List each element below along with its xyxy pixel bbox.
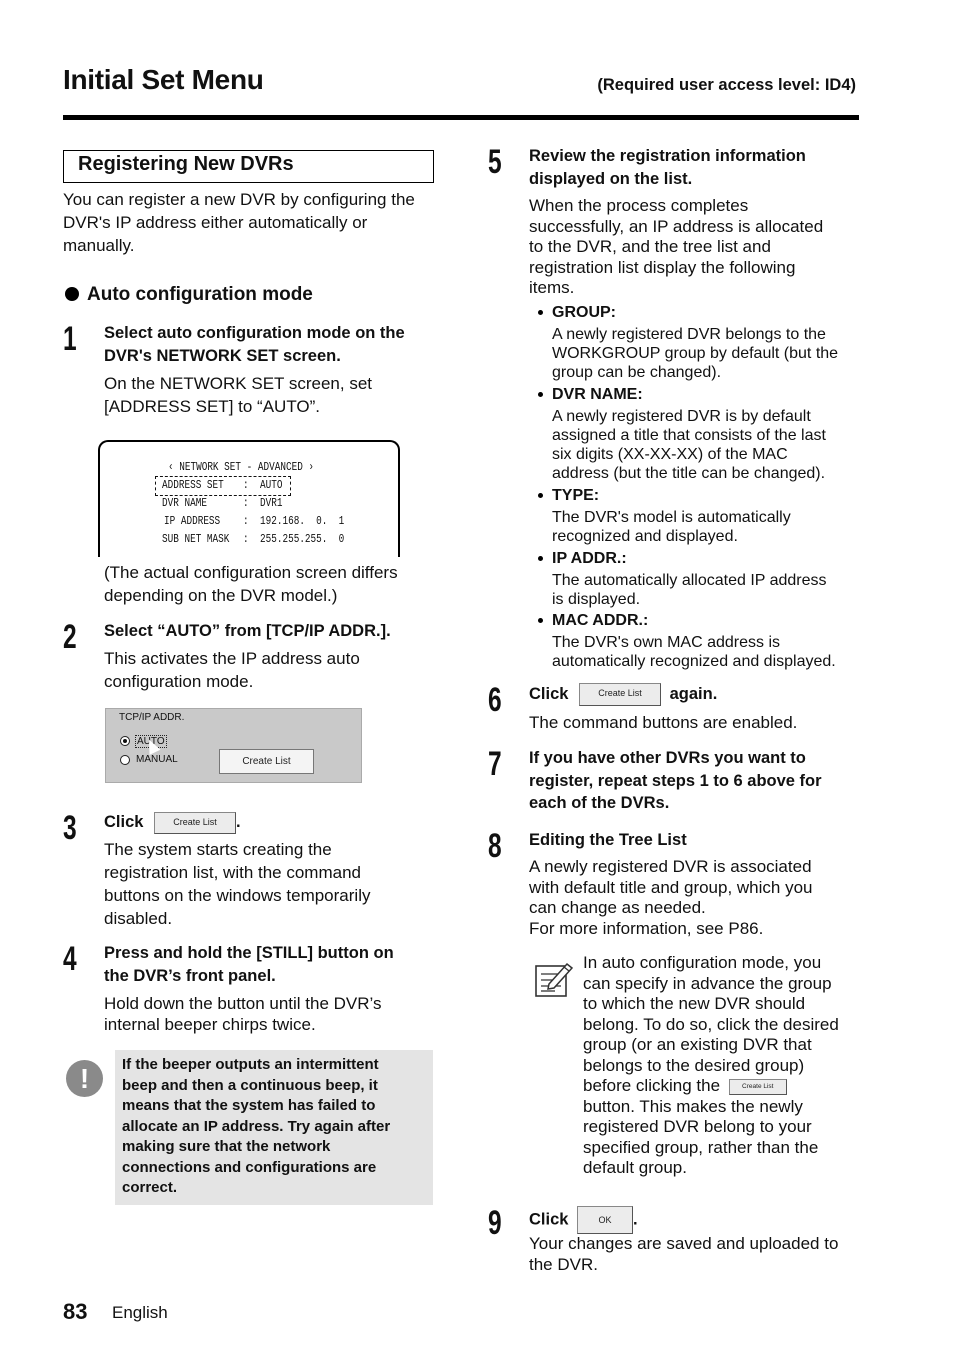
memo-icon bbox=[533, 960, 575, 998]
section-intro: You can register a new DVR by configuring the DVR's IP address either automatically or manually. bbox=[63, 190, 415, 255]
ok-button[interactable]: OK bbox=[577, 1206, 633, 1234]
step-2-heading: Select “AUTO” from [TCP/IP ADDR.]. bbox=[104, 622, 391, 640]
footer-language: English bbox=[112, 1303, 168, 1322]
create-list-button[interactable]: Create List bbox=[154, 812, 236, 834]
bullet-icon bbox=[538, 493, 543, 498]
step-6-heading: Click Create List again. bbox=[529, 683, 717, 706]
step-number: 5 bbox=[488, 143, 502, 181]
step-3-heading: Click Create List . bbox=[104, 811, 241, 834]
list-item: GROUP: A newly registered DVR belongs to the WORKGROUP group by default (but the group can be changed). bbox=[552, 303, 838, 382]
step-number: 2 bbox=[63, 618, 77, 656]
step-number: 1 bbox=[63, 320, 77, 358]
step-9-body: Your changes are saved and uploaded to the DVR. bbox=[529, 1234, 839, 1274]
bullet-icon bbox=[65, 287, 79, 301]
step-7-heading: If you have other DVRs you want to register, repeat steps 1 to 6 above for each of the DVRs. bbox=[529, 749, 822, 812]
step-5-heading: Review the registration information displayed on the list. bbox=[529, 147, 806, 188]
note-text: In auto configuration mode, you can specify in advance the group to which the new DVR should belong. To do so, click the desired group (or an existing DVR that belongs to the desired group) before clicking the Create List button. This makes the newly registered DVR belong to your specified group, rather than the default group. bbox=[583, 953, 839, 1177]
step-9-heading: Click OK . bbox=[529, 1206, 638, 1234]
manual-radio[interactable] bbox=[120, 755, 130, 765]
step-number: 4 bbox=[63, 940, 77, 978]
step-8-body: A newly registered DVR is associated with default title and group, which you can change as needed. For more information, see P86. bbox=[529, 857, 813, 938]
step-2-body: This activates the IP address auto configuration mode. bbox=[104, 649, 360, 691]
step-5-body: When the process completes successfully, an IP address is allocated to the DVR, and the tree list and registration list display the following items. bbox=[529, 196, 824, 297]
create-list-button[interactable]: Create List bbox=[579, 683, 661, 706]
header-rule bbox=[63, 115, 859, 120]
step-4-heading: Press and hold the [STILL] button on the DVR’s front panel. bbox=[104, 944, 394, 985]
step-3-body: The system starts creating the registration list, with the command buttons on the windows temporarily disabled. bbox=[104, 840, 371, 928]
bullet-icon bbox=[538, 310, 543, 315]
warning-icon: ! bbox=[66, 1060, 103, 1097]
page-title: Initial Set Menu bbox=[63, 64, 264, 95]
auto-mode-heading: Auto configuration mode bbox=[65, 284, 313, 306]
auto-radio[interactable] bbox=[120, 736, 130, 746]
step-number: 9 bbox=[488, 1204, 502, 1242]
step-number: 7 bbox=[488, 745, 502, 783]
section-title: Registering New DVRs bbox=[63, 150, 434, 183]
bullet-icon bbox=[538, 618, 543, 623]
step-8-heading: Editing the Tree List bbox=[529, 831, 687, 849]
manual-option-label[interactable]: MANUAL bbox=[136, 754, 178, 765]
network-screen-title: ‹ NETWORK SET - ADVANCED › bbox=[168, 460, 315, 474]
step-6-body: The command buttons are enabled. bbox=[529, 713, 798, 732]
access-level-note: (Required user access level: ID4) bbox=[597, 76, 856, 94]
step-number: 6 bbox=[488, 681, 502, 719]
step-1-heading: Select auto configuration mode on the DVR's NETWORK SET screen. bbox=[104, 324, 405, 365]
page-number: 83 bbox=[63, 1299, 88, 1324]
create-list-button[interactable]: Create List bbox=[729, 1079, 787, 1095]
list-item: TYPE: The DVR's model is automatically recognized and displayed. bbox=[552, 486, 791, 546]
step-number: 3 bbox=[63, 809, 77, 847]
bullet-icon bbox=[538, 556, 543, 561]
step-4-body: Hold down the button until the DVR’s internal beeper chirps twice. bbox=[104, 994, 382, 1034]
step-number: 8 bbox=[488, 827, 502, 865]
auto-option-label[interactable]: AUTO bbox=[137, 736, 165, 747]
bullet-icon bbox=[538, 392, 543, 397]
warning-box: If the beeper outputs an intermittent beep and then a continuous beep, it means that the system has failed to allocate an IP address. Try again after making sure that the network connections and configurations are correct. bbox=[115, 1050, 433, 1205]
tcp-ip-addr-panel bbox=[105, 708, 362, 783]
list-item: IP ADDR.: The automatically allocated IP address is displayed. bbox=[552, 549, 827, 609]
create-list-button[interactable]: Create List bbox=[219, 749, 314, 774]
list-item: MAC ADDR.: The DVR's own MAC address is automatically recognized and displayed. bbox=[552, 611, 836, 671]
step-1-caption: (The actual configuration screen differs depending on the DVR model.) bbox=[104, 563, 398, 605]
network-set-screen: ‹ NETWORK SET - ADVANCED › ADDRESS SET : AUTO DVR NAME : DVR1 IP ADDRESS : 192.168. 0. 1 SUB NET MASK : 255.255.255. 0 bbox=[98, 440, 400, 557]
step-1-body: On the NETWORK SET screen, set [ADDRESS SET] to “AUTO”. bbox=[104, 374, 372, 416]
list-item: DVR NAME: A newly registered DVR is by default assigned a title that consists of the last six digits (XX-XX-XX) of the MAC address (but the title can be changed). bbox=[552, 385, 826, 483]
tcp-panel-title: TCP/IP ADDR. bbox=[119, 712, 185, 723]
